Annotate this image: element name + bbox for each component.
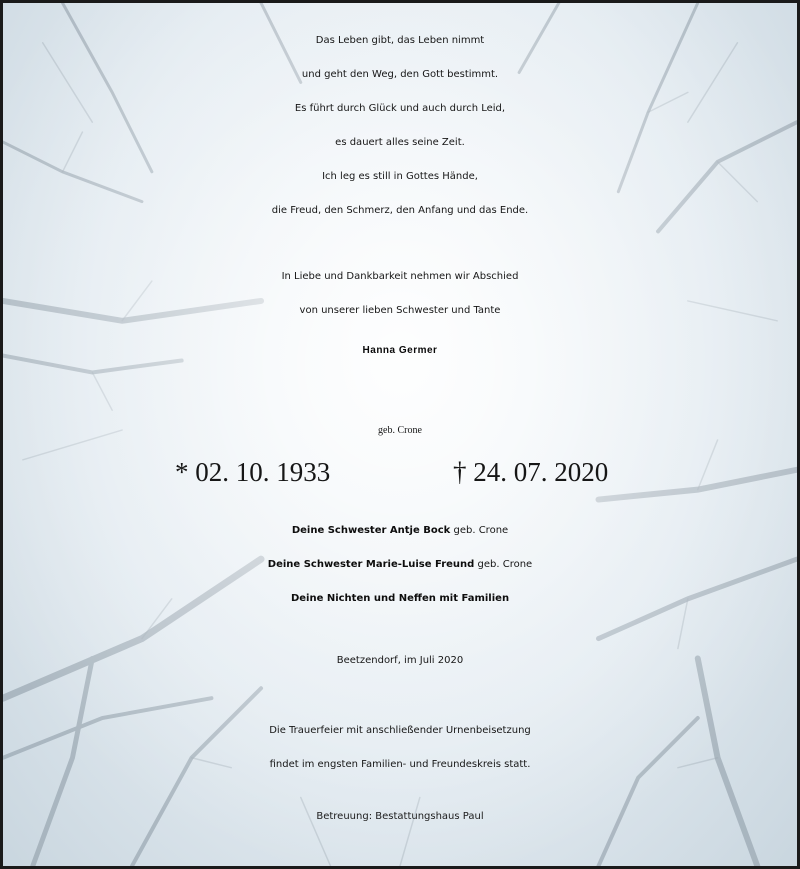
verse-line: und geht den Weg, den Gott bestimmt. [301, 69, 499, 80]
deceased-name: Hanna Germer [362, 345, 438, 356]
funeral-notice-line: Die Trauerfeier mit anschließender Urnenbeisetzung [269, 725, 531, 736]
intro-line: von unserer lieben Schwester und Tante [299, 305, 501, 316]
mourner-line [3, 593, 797, 604]
intro-line: In Liebe und Dankbarkeit nehmen wir Abschied [281, 271, 519, 282]
mourner-suffix: geb. Crone [450, 525, 509, 536]
funeral-notice-line: findet im engsten Familien- und Freundeskreis statt. [269, 759, 531, 770]
birth-date: * 02. 10. 1933 [175, 457, 331, 487]
mourner-name: Deine Schwester Antje Bock [291, 525, 451, 536]
mourner-suffix: geb. Crone [474, 559, 533, 570]
verse-line: Es führt durch Glück und auch durch Leid, [294, 103, 506, 114]
mourner-name: Deine Nichten und Neffen mit Familien [290, 593, 510, 604]
verse-line: Das Leben gibt, das Leben nimmt [315, 35, 485, 46]
maiden-name: geb. Crone [378, 425, 422, 436]
mourner-line [3, 525, 797, 536]
verse-line: die Freud, den Schmerz, den Anfang und das Ende. [271, 205, 529, 216]
verse-line: Ich leg es still in Gottes Hände, [322, 171, 478, 182]
death-date: † 24. 07. 2020 [453, 457, 609, 487]
mourner-name: Deine Schwester Marie-Luise Freund [267, 559, 475, 570]
life-dates [3, 457, 797, 491]
place-date: Beetzendorf, im Juli 2020 [336, 655, 464, 666]
funeral-home-credit: Betreuung: Bestattungshaus Paul [316, 811, 484, 822]
verse-line: es dauert alles seine Zeit. [335, 137, 465, 148]
mourner-line [3, 559, 797, 570]
